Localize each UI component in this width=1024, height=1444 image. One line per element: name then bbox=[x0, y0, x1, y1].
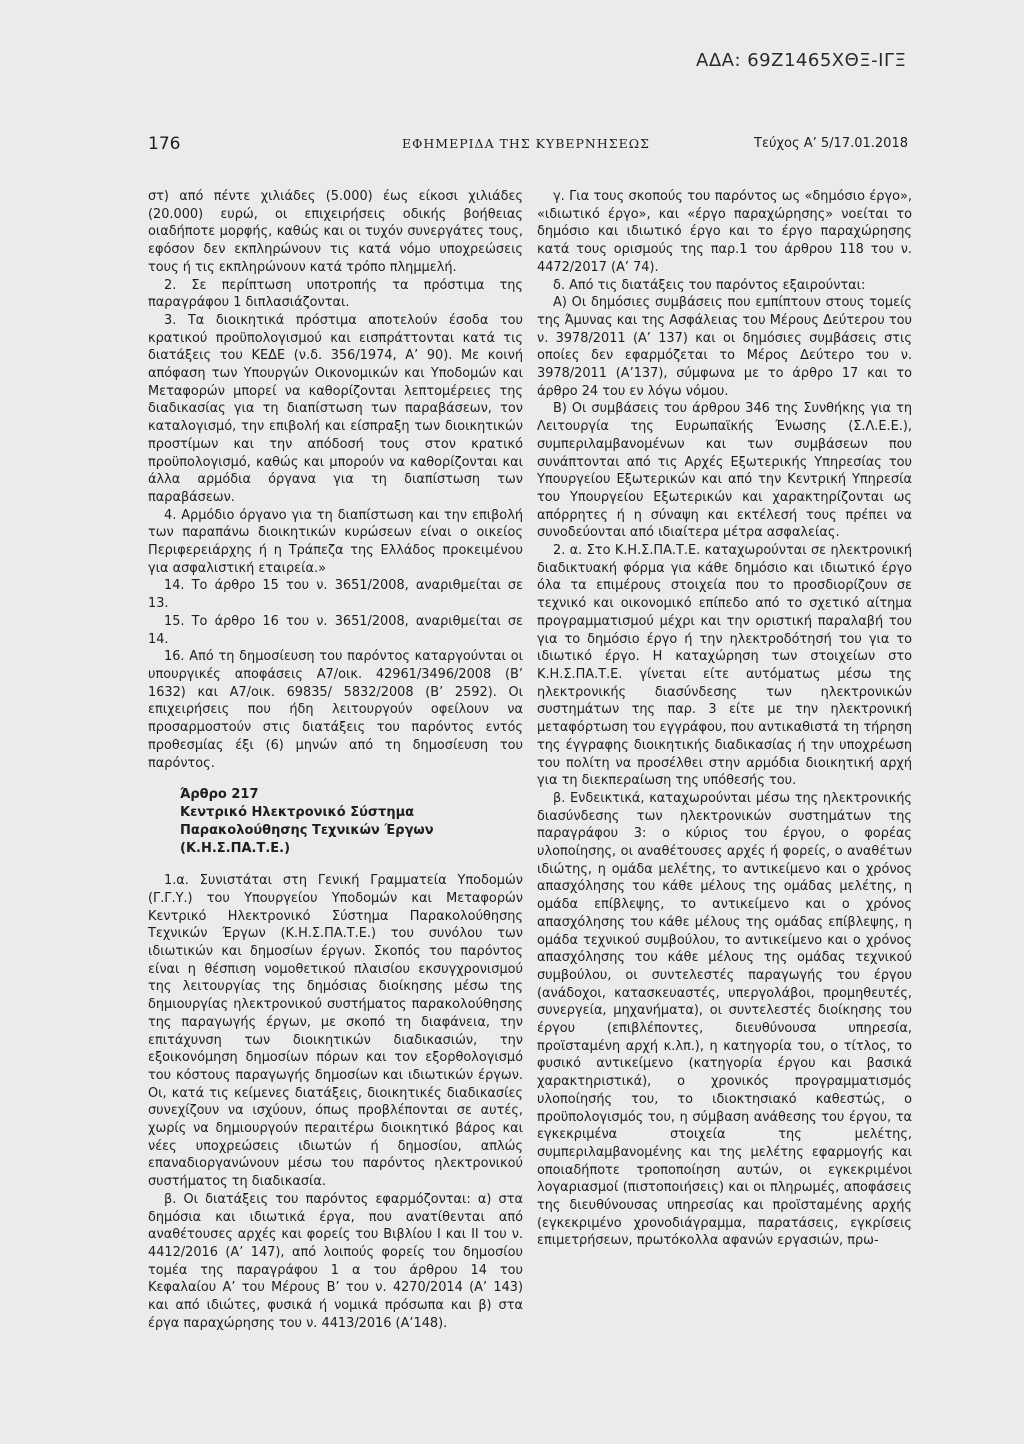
paragraph: 4. Αρμόδιο όργανο για τη διαπίστωση και την επιβολή των παραπάνω διοικητικών κυρώσεων είναι ο οικείος Περιφερειάρχης ή η Τράπεζα της Ελλάδος προκειμένου για ασφαλιστική εταιρεία.» bbox=[148, 507, 523, 576]
paragraph: γ. Για τους σκοπούς του παρόντος ως «δημόσιο έργο», «ιδιωτικό έργο», και «έργο παραχώρησης» νοείται το δημόσιο και ιδιωτικό έργο και το έργο παραχώρησης κατά τους ορισμούς της παρ.1 του άρθρου 118 του ν. 4472/2017 (Α’ 74). bbox=[537, 189, 912, 275]
gazette-title: ΕΦΗΜΕΡΙΔΑ ΤΗΣ ΚΥΒΕΡΝΗΣΕΩΣ bbox=[402, 136, 650, 151]
ada-code: ΑΔΑ: 69Ζ1465ΧΘΞ-ΙΓΞ bbox=[696, 50, 907, 71]
paragraph: Β) Οι συμβάσεις του άρθρου 346 της Συνθήκης για τη Λειτουργία της Ευρωπαϊκής Ένωσης (Σ.Λ.Ε.Ε.), συμπεριλαμβανομένων και των συμβάσεων που συνάπτονται από τις Αρχές Εξωτερικής Υπηρεσίας του Υπουργείου Εξωτερικών και από την Κεντρική Υπηρεσία του Υπουργείου Εξωτερικών και χαρακτηρίζονται ως απόρρητες ή η σύναψη και εκτέλεσή τους πρέπει να συνοδεύονται από ιδιαίτερα μέτρα ασφαλείας. bbox=[537, 401, 912, 541]
paragraph: στ) από πέντε χιλιάδες (5.000) έως είκοσι χιλιάδες (20.000) ευρώ, οι επιχειρήσεις οδικής βοήθειας οιαδήποτε μορφής, καθώς και οι τυχόν συνεργάτες τους, εφόσον δεν εκπληρώνουν τις κατά νόμο υποχρεώσεις τους ή τις εκπληρώνουν κατά τρόπο πλημμελή. bbox=[148, 189, 523, 275]
paragraph: 2. Σε περίπτωση υποτροπής τα πρόστιμα της παραγράφου 1 διπλασιάζονται. bbox=[148, 277, 523, 311]
article-title-line: Κεντρικό Ηλεκτρονικό Σύστημα bbox=[180, 805, 415, 821]
page-number: 176 bbox=[148, 134, 181, 154]
page-header bbox=[148, 134, 908, 158]
paragraph: 2. α. Στο Κ.Η.Σ.ΠΑ.Τ.Ε. καταχωρούνται σε ηλεκτρονική διαδικτυακή φόρμα για κάθε δημόσιο και ιδιωτικό έργο όλα τα επιμέρους στοιχεία που το προσδιορίζουν σε τεχνικό και οικονομικό επίπεδο από το σχετικό αίτημα προγραμματισμού μέχρι και την οριστική παραλαβή του για το δημόσιο έργο ή την ηλεκτροδότησή του για το ιδιωτικό έργο. Η καταχώρηση των στοιχείων στο Κ.Η.Σ.ΠΑ.Τ.Ε. γίνεται είτε αυτόματως μέσω της ηλεκτρονικής διασύνδεσης των ηλεκτρονικών συστημάτων της παρ. 3 είτε με την ηλεκτρονική μεταφόρτωση του εγγράφου, που αντικαθιστά τη τήρηση της έγγραφης διοικητικής διαδικασίας ή την υποχρέωση του πολίτη να προσέλθει στην αρμόδια διοικητική αρχή για τη διεκπεραίωση της υπόθεσής του. bbox=[537, 543, 912, 789]
left-column bbox=[148, 188, 523, 1332]
article-title-line: Παρακολούθησης Τεχνικών Έργων bbox=[180, 823, 434, 839]
article-title-acronym: (Κ.Η.Σ.ΠΑ.Τ.Ε.) bbox=[180, 841, 291, 857]
paragraph: β. Ενδεικτικά, καταχωρούνται μέσω της ηλεκτρονικής διασύνδεσης των ηλεκτρονικών συστημάτων της παραγράφου 3: ο κύριος του έργου, ο φορέας υλοποίησης, οι αναθέτουσες αρχές ή φορείς, ο αναθέτων ιδιώτης, η ομάδα μελέτης, το αντικείμενο και ο χρόνος απασχόλησης του κάθε μέλους της ομάδας μελέτης, η ομάδα επίβλεψης, το αντικείμενο και ο χρόνος απασχόλησης του κάθε μέλους της ομάδας επίβλεψης, η ομάδα τεχνικού συμβούλου, το αντικείμενο και ο χρόνος απασχόλησης του κάθε μέλους της ομάδας τεχνικού συμβούλου, οι συντελεστές παραγωγής του έργου (ανάδοχοι, κατασκευαστές, υπεργολάβοι, προμηθευτές, συνεργεία, μηχανήματα), οι συντελεστές διοίκησης του έργου (επιβλέποντες, διευθύνουσα υπηρεσία, προϊσταμένη αρχή κ.λπ.), η κατηγορία του, ο τίτλος, το φυσικό αντικείμενο (κατηγορία έργου και βασικά χαρακτηριστικά), ο χρονικός προγραμματισμός υλοποίησής του, το ιδιοκτησιακό καθεστώς, ο προϋπολογισμός του, η σύμβαση ανάθεσης του έργου, τα εγκεκριμένα στοιχεία της μελέτης, συμπεριλαμβανομένης και της μελέτης εφαρμογής και οποιαδήποτε τροποποίηση αυτών, οι εγκεκριμένοι λογαριασμοί (πιστοποιήσεις) και οι πληρωμές, αποφάσεις της διευθύνουσας υπηρεσίας και προϊσταμένης αρχής (εγκεκριμένο χρονοδιάγραμμα, παρατάσεις, εγκρίσεις επιμετρήσεων, πρωτόκολλα αφανών εργασιών, πρω- bbox=[537, 790, 912, 1249]
paragraph: Α) Οι δημόσιες συμβάσεις που εμπίπτουν στους τομείς της Άμυνας και της Ασφάλειας του Μέρους Δεύτερου του ν. 3978/2011 (Α’ 137) και οι δημόσιες συμβάσεις στις οποίες δεν εφαρμόζεται το Μέρος Δεύτερο του ν. 3978/2011 (Α’137), σύμφωνα με το άρθρο 17 και το άρθρο 24 του εν λόγω νόμου. bbox=[537, 295, 912, 399]
paragraph: 14. Το άρθρο 15 του ν. 3651/2008, αναριθμείται σε 13. bbox=[148, 578, 523, 612]
issue-label: Τεύχος Α’ 5/17.01.2018 bbox=[754, 136, 908, 151]
paragraph: 16. Από τη δημοσίευση του παρόντος καταργούνται οι υπουργικές αποφάσεις Α7/οικ. 42961/3496/2008 (Β’ 1632) και Α7/οικ. 69835/ 5832/2008 (Β’ 2592). Οι επιχειρήσεις που ήδη λειτουργούν οφείλουν να προσαρμοστούν στις διατάξεις του παρόντος εντός προθεσμίας έξι (6) μηνών από τη δημοσίευση του παρόντος. bbox=[148, 649, 523, 771]
paragraph: 3. Τα διοικητικά πρόστιμα αποτελούν έσοδα του κρατικού προϋπολογισμού και εισπράττονται κατά τις διατάξεις του ΚΕΔΕ (ν.δ. 356/1974, Α’ 90). Με κοινή απόφαση των Υπουργών Οικονομικών και Υποδομών και Μεταφορών μπορεί να καθορίζονται λεπτομέρειες της διαδικασίας για τη διαπίστωση των παραβάσεων, τον καταλογισμό, την επιβολή και είσπραξη των διοικητικών προστίμων και την απόδοσή τους στον κρατικό προϋπολογισμό, καθώς και μπορούν να καθορίζονται και άλλα αρμόδια όργανα για τη διαπίστωση των παραβάσεων. bbox=[148, 312, 523, 505]
paragraph: 1.α. Συνιστάται στη Γενική Γραμματεία Υποδομών (Γ.Γ.Υ.) του Υπουργείου Υποδομών και Μεταφορών Κεντρικό Ηλεκτρονικό Σύστημα Παρακολούθησης Τεχνικών Έργων (Κ.Η.Σ.ΠΑ.Τ.Ε.) του συνόλου των ιδιωτικών και δημοσίων έργων. Σκοπός του παρόντος είναι η θέσπιση νομοθετικού πλαισίου εκσυγχρονισμού της λειτουργίας της δημόσιας διοίκησης μέσω της δημιουργίας ηλεκτρονικού συστήματος παρακολούθησης της παραγωγής έργων, με σκοπό τη διαφάνεια, την επιτάχυνση των διοικητικών διαδικασιών, την εξοικονόμηση δημοσίων πόρων και τον εξορθολογισμό του κόστους παραγωγής δημοσίων και ιδιωτικών έργων. Οι, κατά τις κείμενες διατάξεις, διοικητικές διαδικασίες συνεχίζουν να ισχύουν, όπως προβλέπονται σε αυτές, χωρίς να δημιουργούν περαιτέρω διοικητικό βάρος και νέες υποχρεώσεις ιδιωτών ή δημοσίου, απλώς επαναδιοργανώνουν μέσω του παρόντος ηλεκτρονικού συστήματος τη διαδικασία. bbox=[148, 873, 523, 1190]
right-column bbox=[537, 188, 912, 1250]
article-heading bbox=[180, 786, 523, 858]
paragraph: 15. Το άρθρο 16 του ν. 3651/2008, αναριθμείται σε 14. bbox=[148, 613, 523, 647]
paragraph: β. Οι διατάξεις του παρόντος εφαρμόζονται: α) στα δημόσια και ιδιωτικά έργα, που ανατίθενται από αναθέτουσες αρχές και φορείς του Βιβλίου Ι και ΙΙ του ν. 4412/2016 (Α’ 147), από λοιπούς φορείς του δημοσίου τομέα της παραγράφου 1 α του άρθρου 14 του Κεφαλαίου Α’ του Μέρους Β’ του ν. 4270/2014 (Α’ 143) και από ιδιώτες, φυσικά ή νομικά πρόσωπα και β) στα έργα παραχώρησης του ν. 4413/2016 (Α’148). bbox=[148, 1191, 523, 1331]
article-number: Άρθρο 217 bbox=[180, 787, 259, 803]
paragraph: δ. Από τις διατάξεις του παρόντος εξαιρούνται: bbox=[553, 277, 866, 293]
